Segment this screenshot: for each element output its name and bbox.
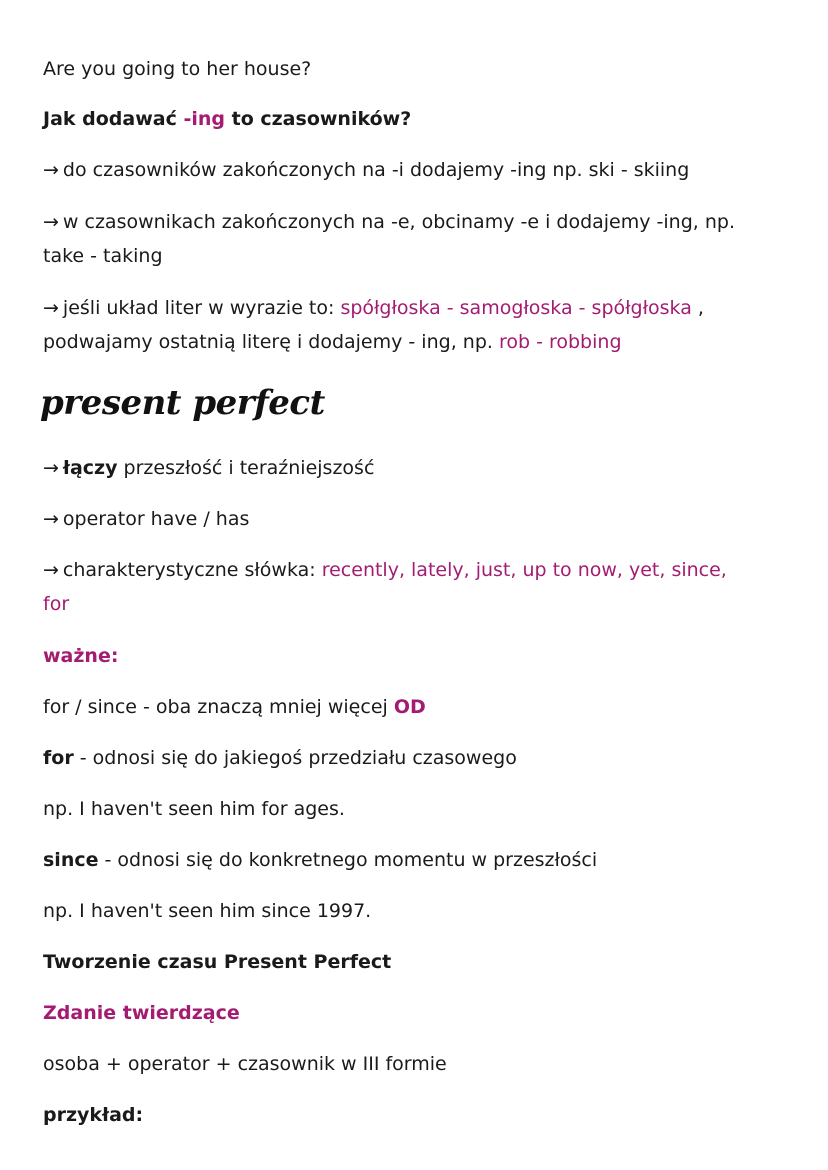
since-example: np. I haven't seen him since 1997. xyxy=(43,900,372,922)
ing-rule-2-cont: take - taking xyxy=(43,245,163,267)
pp-point-1: → łączy przeszłość i teraźniejszość xyxy=(43,457,375,479)
pp-point-2: → operator have / has xyxy=(43,508,250,530)
affirmative-label: Zdanie twierdzące xyxy=(43,1002,240,1024)
rob-robbing-highlight: rob - robbing xyxy=(498,331,622,353)
arrow-icon: → xyxy=(43,211,59,233)
arrow-icon: → xyxy=(43,159,59,181)
ing-rule-3: → jeśli układ liter w wyrazie to: spółgłoska - samogłoska - spółgłoska , xyxy=(43,297,704,319)
for-example: np. I haven't seen him for ages. xyxy=(43,798,345,820)
ing-rule-1: → do czasowników zakończonych na -i dodajemy -ing np. ski - skiing xyxy=(43,159,690,181)
present-perfect-heading: present perfect xyxy=(40,383,325,423)
for-since-meaning: for / since - oba znaczą mniej więcej OD xyxy=(43,696,426,718)
ing-rule-2: → w czasownikach zakończonych na -e, obcinamy -e i dodajemy -ing, np. xyxy=(43,211,736,233)
pp-point-3-cont: for xyxy=(43,593,70,615)
arrow-icon: → xyxy=(43,457,59,479)
od-highlight: OD xyxy=(393,696,426,718)
signal-words-highlight: recently, lately, just, up to now, yet, since, xyxy=(321,559,727,581)
ing-rule-3-cont: podwajamy ostatnią literę i dodajemy - ing, np. rob - robbing xyxy=(43,331,622,353)
since-definition: since - odnosi się do konkretnego momentu w przeszłości xyxy=(43,849,598,871)
arrow-icon: → xyxy=(43,508,59,530)
arrow-icon: → xyxy=(43,297,59,319)
formation-title: Tworzenie czasu Present Perfect xyxy=(43,951,392,973)
for-definition: for - odnosi się do jakiegoś przedziału czasowego xyxy=(43,747,517,769)
intro-question: Are you going to her house? xyxy=(43,58,312,80)
pp-point-3: → charakterystyczne słówka: recently, lately, just, up to now, yet, since, xyxy=(43,559,727,581)
ing-highlight: -ing xyxy=(183,108,225,130)
ing-rules-title: Jak dodawać -ing to czasowników? xyxy=(43,108,412,130)
example-label: przykład: xyxy=(43,1104,144,1126)
consonant-pattern-highlight: spółgłoska - samogłoska - spółgłoska xyxy=(340,297,692,319)
arrow-icon: → xyxy=(43,559,59,581)
formation-formula: osoba + operator + czasownik w III formie xyxy=(43,1053,447,1075)
important-label: ważne: xyxy=(43,645,119,667)
